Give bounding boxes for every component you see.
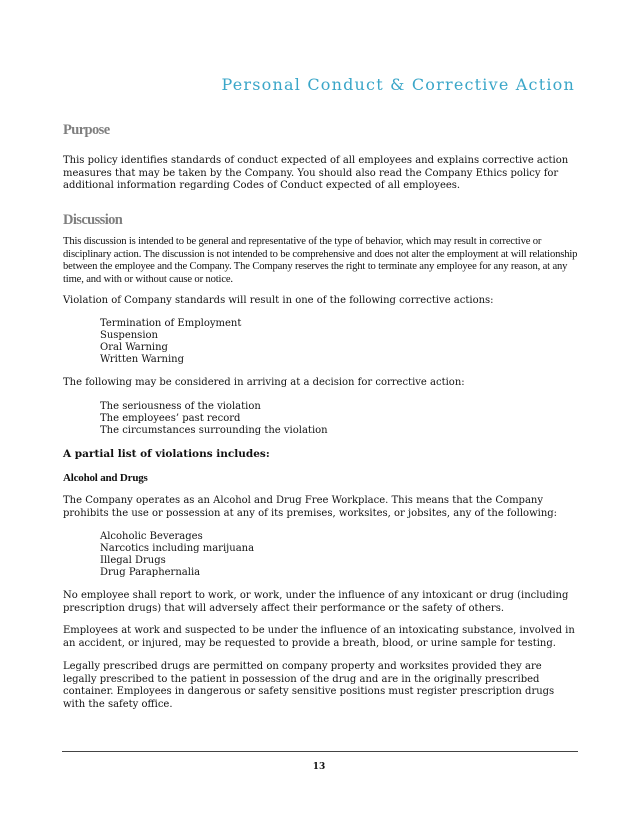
list-item: Illegal Drugs: [100, 555, 166, 566]
list-item: Alcoholic Beverages: [100, 531, 203, 542]
list-item: Written Warning: [100, 354, 185, 365]
alcohol-paragraph-3: Legally prescribed drugs are permitted on company property and worksites provided they are legally prescribed to the patient in possession of the drug and are in the originally prescribed container. Employees in dangerous or safety sensitive positions must register prescription drugs with the safety office.: [63, 661, 555, 710]
considerations-list: [100, 401, 328, 437]
list-item: Termination of Employment: [100, 318, 242, 329]
prohibited-items-list: [100, 531, 254, 579]
purpose-heading: Purpose: [63, 122, 110, 138]
corrective-actions-list: [100, 318, 241, 366]
partial-list-heading: A partial list of violations includes:: [63, 448, 270, 460]
page-title: Personal Conduct & Corrective Action: [221, 75, 575, 94]
list-item: Suspension: [100, 330, 158, 341]
list-item: Narcotics including marijuana: [100, 543, 255, 554]
list-item: The seriousness of the violation: [100, 401, 261, 412]
discussion-paragraph: This discussion is intended to be general and representative of the type of behavior, which may result in corrective or disciplinary action. The discussion is not intended to be comprehensive and does not alter the employment at will relationship between the employee and the Company. The Company reserves the right to terminate any employee for any reason, at any time, and with or without cause or notice.: [63, 236, 578, 285]
alcohol-paragraph-2: Employees at work and suspected to be under the influence of an intoxicating substance, involved in an accident, or injured, may be requested to provide a breath, blood, or urine sample for testing.: [63, 625, 575, 649]
list-item: Oral Warning: [100, 342, 168, 353]
list-item: The circumstances surrounding the violation: [100, 425, 328, 436]
alcohol-heading: Alcohol and Drugs: [63, 472, 148, 484]
list-item: Drug Paraphernalia: [100, 567, 201, 578]
purpose-paragraph: This policy identifies standards of conduct expected of all employees and explains corrective action measures that may be taken by the Company. You should also read the Company Ethics policy for additional information regarding Codes of Conduct expected of all employees.: [63, 155, 569, 191]
page-number: 13: [312, 762, 326, 772]
list-item: The employees’ past record: [100, 413, 241, 424]
footer-divider: [62, 751, 578, 752]
alcohol-intro: The Company operates as an Alcohol and Drug Free Workplace. This means that the Company prohibits the use or possession at any of its premises, worksites, or jobsites, any of the following:: [63, 495, 558, 519]
discussion-heading: Discussion: [63, 212, 123, 228]
consider-intro: The following may be considered in arriving at a decision for corrective action:: [63, 377, 465, 388]
violation-intro: Violation of Company standards will result in one of the following corrective actions:: [63, 295, 494, 306]
alcohol-paragraph-1: No employee shall report to work, or work, under the influence of any intoxicant or drug (including prescription drugs) that will adversely affect their performance or the safety of others.: [63, 590, 569, 614]
